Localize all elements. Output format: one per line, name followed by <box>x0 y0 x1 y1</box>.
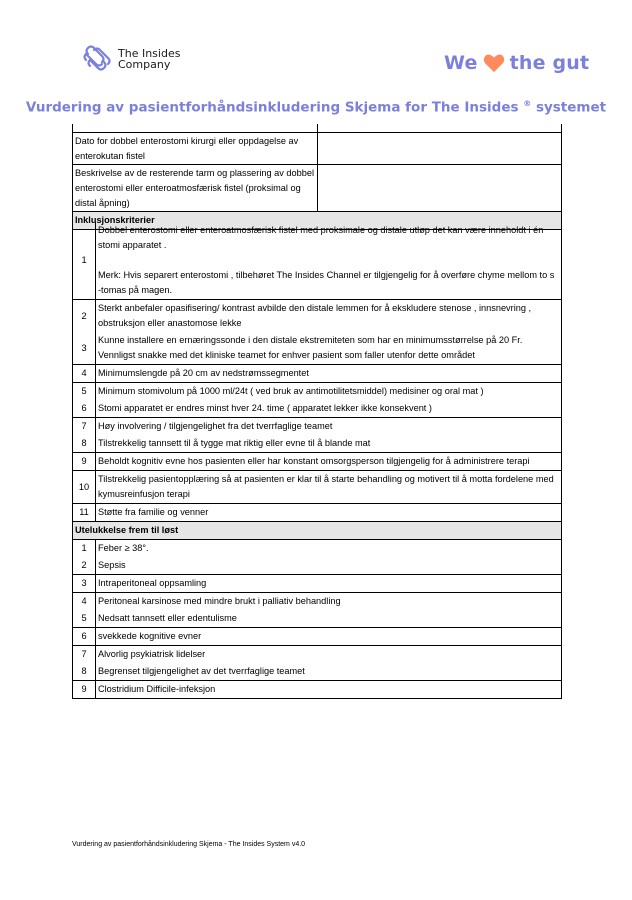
criterion-text: Beholdt kognitiv evne hos pasienten eller har konstant omsorgsperson tilgjengelig for å administrere terapi <box>96 453 562 471</box>
tagline-before: We <box>444 52 478 74</box>
criterion-text: Sterkt anbefaler opasifisering/ kontrast avbilde den distale lemmen for å ekskludere stenose , innsnevring , obstruksjon eller anastomose lekke <box>96 300 562 333</box>
exclusion-text: Intraperitoneal oppsamling <box>96 575 562 593</box>
table-top-spacer <box>73 124 562 133</box>
criterion-row <box>73 332 562 365</box>
exclusion-text: Feber ≥ 38°. <box>96 540 562 558</box>
criterion-number: 5 <box>73 383 96 401</box>
exclusion-row <box>73 610 562 628</box>
title-main: Vurdering av pasientforhåndsinkludering Skjema for The Insides <box>25 99 519 116</box>
logo-line-2: Company <box>118 58 171 71</box>
exclusion-row <box>73 646 562 664</box>
exclusion-text: Begrenset tilgjengelighet av det tverrfaglige teamet <box>96 663 562 681</box>
criterion-number: 11 <box>73 504 96 522</box>
criterion-number: 1 <box>73 222 96 300</box>
criterion-number: 10 <box>73 471 96 504</box>
criterion-row <box>73 504 562 522</box>
criterion-text: Stomi apparatet er endres minst hver 24. time ( apparatet lekker ikke konsekvent ) <box>96 400 562 418</box>
criterion-row <box>73 400 562 418</box>
criterion-number: 6 <box>73 400 96 418</box>
criterion-text: Tilstrekkelig tannsett til å tygge mat riktig eller evne til å blande mat <box>96 435 562 453</box>
exclusion-section-header <box>73 522 562 540</box>
criterion-note: Merk: Hvis separert enterostomi , tilbehøret The Insides Channel er tilgjengelig for å overføre chyme mellom to s -tomas på magen. <box>98 270 555 295</box>
exclusion-text: Sepsis <box>96 557 562 575</box>
exclusion-number: 9 <box>73 681 96 699</box>
exclusion-row <box>73 663 562 681</box>
criterion-text <box>96 222 562 300</box>
form-field-row <box>73 165 562 212</box>
form-field-label: Beskrivelse av de resterende tarm og plassering av dobbel enterostomi eller enteroatmosfærisk fistel (proksimal og distal åpning) <box>73 165 318 212</box>
exclusion-row <box>73 593 562 611</box>
exclusion-number: 7 <box>73 646 96 664</box>
page-title <box>0 99 632 116</box>
exclusion-text: Clostridium Difficile-infeksjon <box>96 681 562 699</box>
criterion-number: 9 <box>73 453 96 471</box>
criterion-text: Støtte fra familie og venner <box>96 504 562 522</box>
criterion-number: 7 <box>73 418 96 436</box>
exclusion-number: 5 <box>73 610 96 628</box>
exclusion-row <box>73 540 562 558</box>
form-field-label: Dato for dobbel enterostomi kirurgi eller oppdagelse av enterokutan fistel <box>73 133 318 165</box>
criterion-row <box>73 435 562 453</box>
criterion-row <box>73 418 562 436</box>
criterion-row <box>73 222 562 300</box>
criterion-row <box>73 383 562 401</box>
exclusion-number: 8 <box>73 663 96 681</box>
criterion-main-text: Dobbel enterostomi eller enteroatmosfærisk fistel med proksimale og distale utløp det kan være inneholdt i én stomi apparatet . <box>98 225 544 250</box>
form-field-input-description[interactable] <box>318 165 562 212</box>
title-superscript: ® <box>523 99 532 108</box>
exclusion-number: 6 <box>73 628 96 646</box>
criterion-row <box>73 453 562 471</box>
criterion-text: Minimum stomivolum på 1000 ml/24t ( ved bruk av antimotilitetsmiddel) medisiner og oral mat ) <box>96 383 562 401</box>
exclusion-text: Peritoneal karsinose med mindre brukt i palliativ behandling <box>96 593 562 611</box>
section-heading: Inklusjonskriterier <box>73 212 562 230</box>
section-heading: Utelukkelse frem til løst <box>73 522 562 540</box>
exclusion-row <box>73 575 562 593</box>
tagline-after: the gut <box>509 52 590 74</box>
criterion-text: Høy involvering / tilgjengelighet fra det tverrfaglige teamet <box>96 418 562 436</box>
exclusion-number: 1 <box>73 540 96 558</box>
page-footer: Vurdering av pasientforhåndsinkludering Skjema - The Insides System v4.0 <box>72 841 306 848</box>
exclusion-row <box>73 557 562 575</box>
criterion-text: Minimumslengde på 20 cm av nedstrømssegmentet <box>96 365 562 383</box>
exclusion-number: 2 <box>73 557 96 575</box>
company-logo <box>82 44 180 74</box>
assessment-form-table <box>72 124 562 230</box>
exclusion-text: svekkede kognitive evner <box>96 628 562 646</box>
criterion-row <box>73 300 562 333</box>
heart-icon <box>483 53 505 73</box>
exclusion-number: 4 <box>73 593 96 611</box>
criterion-text: Kunne installere en ernæringssonde i den distale ekstremiteten som har en minimumsstørrelse på 20 Fr. Vennligst snakke med det kliniske teamet for enhver pasient som faller utenfor dette området <box>96 332 562 365</box>
form-field-input-date[interactable] <box>318 133 562 165</box>
exclusion-text: Nedsatt tannsett eller edentulisme <box>96 610 562 628</box>
criterion-number: 3 <box>73 332 96 365</box>
inclusion-criteria-table <box>72 222 562 699</box>
exclusion-number: 3 <box>73 575 96 593</box>
criterion-number: 2 <box>73 300 96 333</box>
criterion-number: 8 <box>73 435 96 453</box>
form-field-row <box>73 133 562 165</box>
exclusion-row <box>73 681 562 699</box>
insides-logo-icon <box>82 44 112 74</box>
title-suffix: systemet <box>535 99 607 116</box>
tagline <box>444 52 589 74</box>
logo-line-1: The Insides <box>118 47 181 60</box>
logo-text <box>118 48 180 70</box>
exclusion-row <box>73 628 562 646</box>
criterion-number: 4 <box>73 365 96 383</box>
exclusion-text: Alvorlig psykiatrisk lidelser <box>96 646 562 664</box>
criterion-row <box>73 365 562 383</box>
criterion-row <box>73 471 562 504</box>
criterion-text: Tilstrekkelig pasientopplæring så at pasienten er klar til å starte behandling og motivert til å motta fordelene med kymusreinfusjon terapi <box>96 471 562 504</box>
